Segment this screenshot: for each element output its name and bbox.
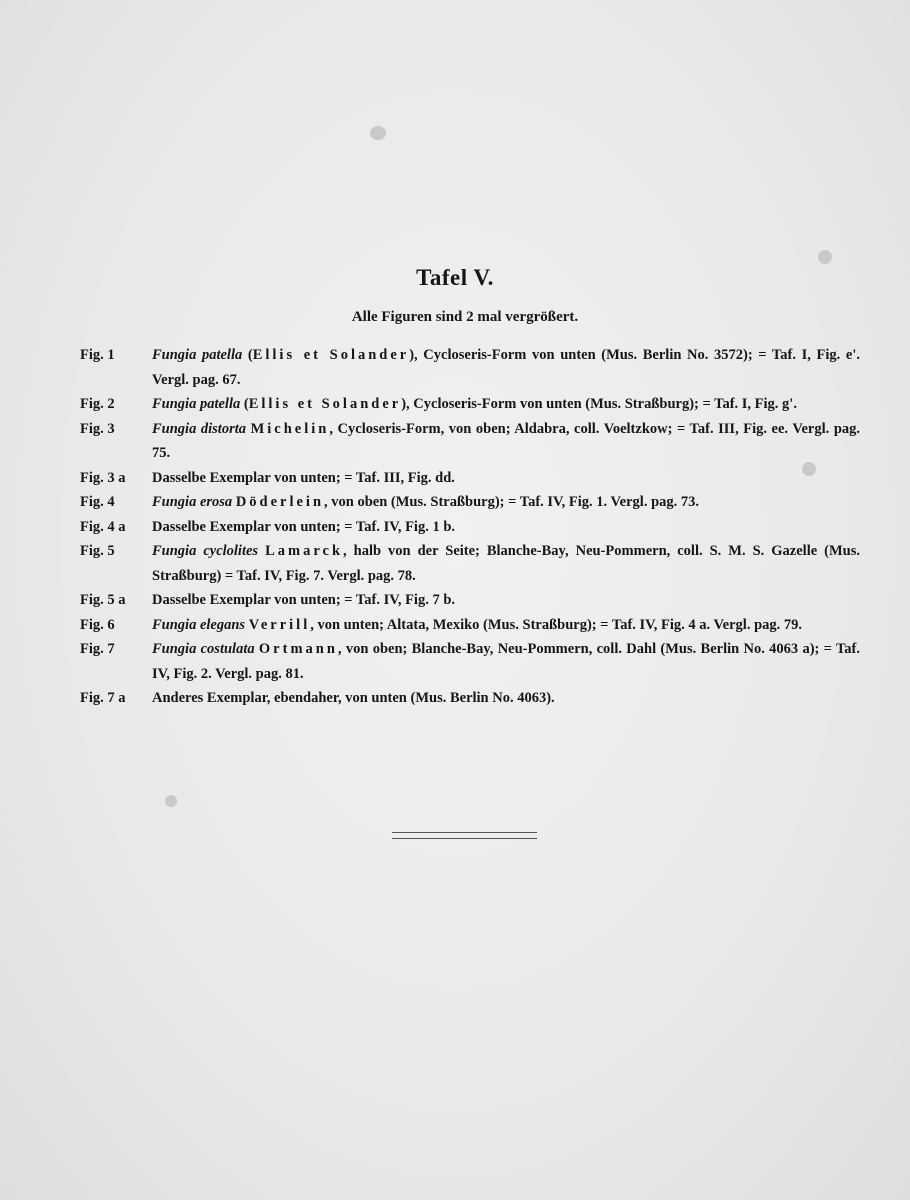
figure-entry [80,613,860,638]
figure-caption: Fungia patella (Ellis et Solander), Cycloseris-Form von unten (Mus. Berlin No. 3572); = Taf. I, Fig. e'. Vergl. pag. 67. [152,347,860,388]
caption-text: ), Cycloseris-Form von unten (Mus. Straßburg); = Taf. I, Fig. g'. [401,396,797,412]
figure-label: Fig. 5 [80,543,115,559]
caption-text: Dasselbe Exemplar von unten; = Taf. IV, Fig. 7 b. [152,592,456,608]
figure-entry [80,343,860,392]
figure-caption [152,417,860,466]
figure-entry [80,515,860,540]
species-name: Fungia erosa [152,494,233,510]
figure-list [80,343,860,711]
species-name: Fungia distorta [152,420,247,437]
figure-label: Fig. 7 a [80,690,126,706]
figure-label: Fig. 1 [80,347,115,363]
caption-text: , halb von der Seite; Blanche-Bay, Neu-Pommern, coll. S. M. S. Gazelle (Mus. Straßburg) = Taf. IV, Fig. 7. Vergl. pag. 78. [152,543,860,584]
paper-stain [818,250,832,264]
double-rule-divider [392,832,537,839]
figure-caption [152,490,860,515]
figure-caption [152,539,860,588]
figure-caption: Fungia patella (Ellis et Solander), Cycloseris-Form von unten (Mus. Straßburg); = Taf. I, Fig. g'. [152,396,797,412]
caption-text: , von oben (Mus. Straßburg); = Taf. IV, Fig. 1. Vergl. pag. 73. [324,494,700,510]
species-author: Michelin [250,420,330,437]
caption-text: Anderes Exemplar, ebendaher, von unten (Mus. Berlin No. 4063). [152,690,555,706]
species-name: Fungia patella [152,396,241,412]
figure-label: Fig. 5 a [80,592,126,608]
figure-caption [152,686,860,711]
plate-title: Tafel V. [416,265,494,290]
figure-caption [152,588,860,613]
figure-entry [80,490,860,515]
figure-label: Fig. 4 a [80,518,126,535]
caption-text: , Cycloseris-Form, von oben; Aldabra, coll. Voeltzkow; = Taf. III, Fig. ee. Vergl. pag. 75. [152,420,861,461]
species-name: Fungia patella [152,347,243,363]
figure-label: Fig. 3 a [80,469,126,486]
figure-entry [80,588,860,613]
species-author: Ellis et Solander [248,396,402,412]
species-name: Fungia costulata [152,641,255,657]
figure-caption [152,515,860,540]
caption-text: Dasselbe Exemplar von unten; = Taf. III, Fig. dd. [152,469,455,486]
figure-entry [80,466,860,491]
species-name: Fungia elegans [152,616,246,633]
figure-caption [152,613,860,638]
figure-entry [80,417,860,466]
figure-label: Fig. 2 [80,396,115,412]
figure-label: Fig. 7 [80,641,115,657]
caption-text: ), Cycloseris-Form von unten (Mus. Berlin No. 3572); = Taf. I, Fig. e'. Vergl. pag. 67. [152,347,860,388]
plate-subtitle: Alle Figuren sind 2 mal vergrößert. [351,309,579,325]
figure-label: Fig. 3 [80,420,115,437]
paper-stain [370,126,386,140]
paper-stain [165,795,177,807]
figure-entry [80,392,860,417]
caption-text: , von oben; Blanche-Bay, Neu-Pommern, coll. Dahl (Mus. Berlin No. 4063 a); = Taf. IV, Fig. 2. Vergl. pag. 81. [152,641,860,682]
species-author: Verrill [248,616,311,633]
figure-entry [80,637,860,686]
species-author: Ortmann [258,641,338,657]
figure-entry [80,539,860,588]
caption-text: , von unten; Altata, Mexiko (Mus. Straßburg); = Taf. IV, Fig. 4 a. Vergl. pag. 79. [310,616,803,633]
figure-caption [152,637,860,686]
species-author: Lamarck [265,543,344,559]
caption-text: Dasselbe Exemplar von unten; = Taf. IV, Fig. 1 b. [152,518,456,535]
figure-label: Fig. 4 [80,494,115,510]
species-name: Fungia cyclolites [152,543,259,559]
species-author: Ellis et Solander [252,347,410,363]
figure-caption [152,466,860,491]
figure-label: Fig. 6 [80,616,115,633]
species-author: Döderlein [235,494,325,510]
figure-entry [80,686,860,711]
